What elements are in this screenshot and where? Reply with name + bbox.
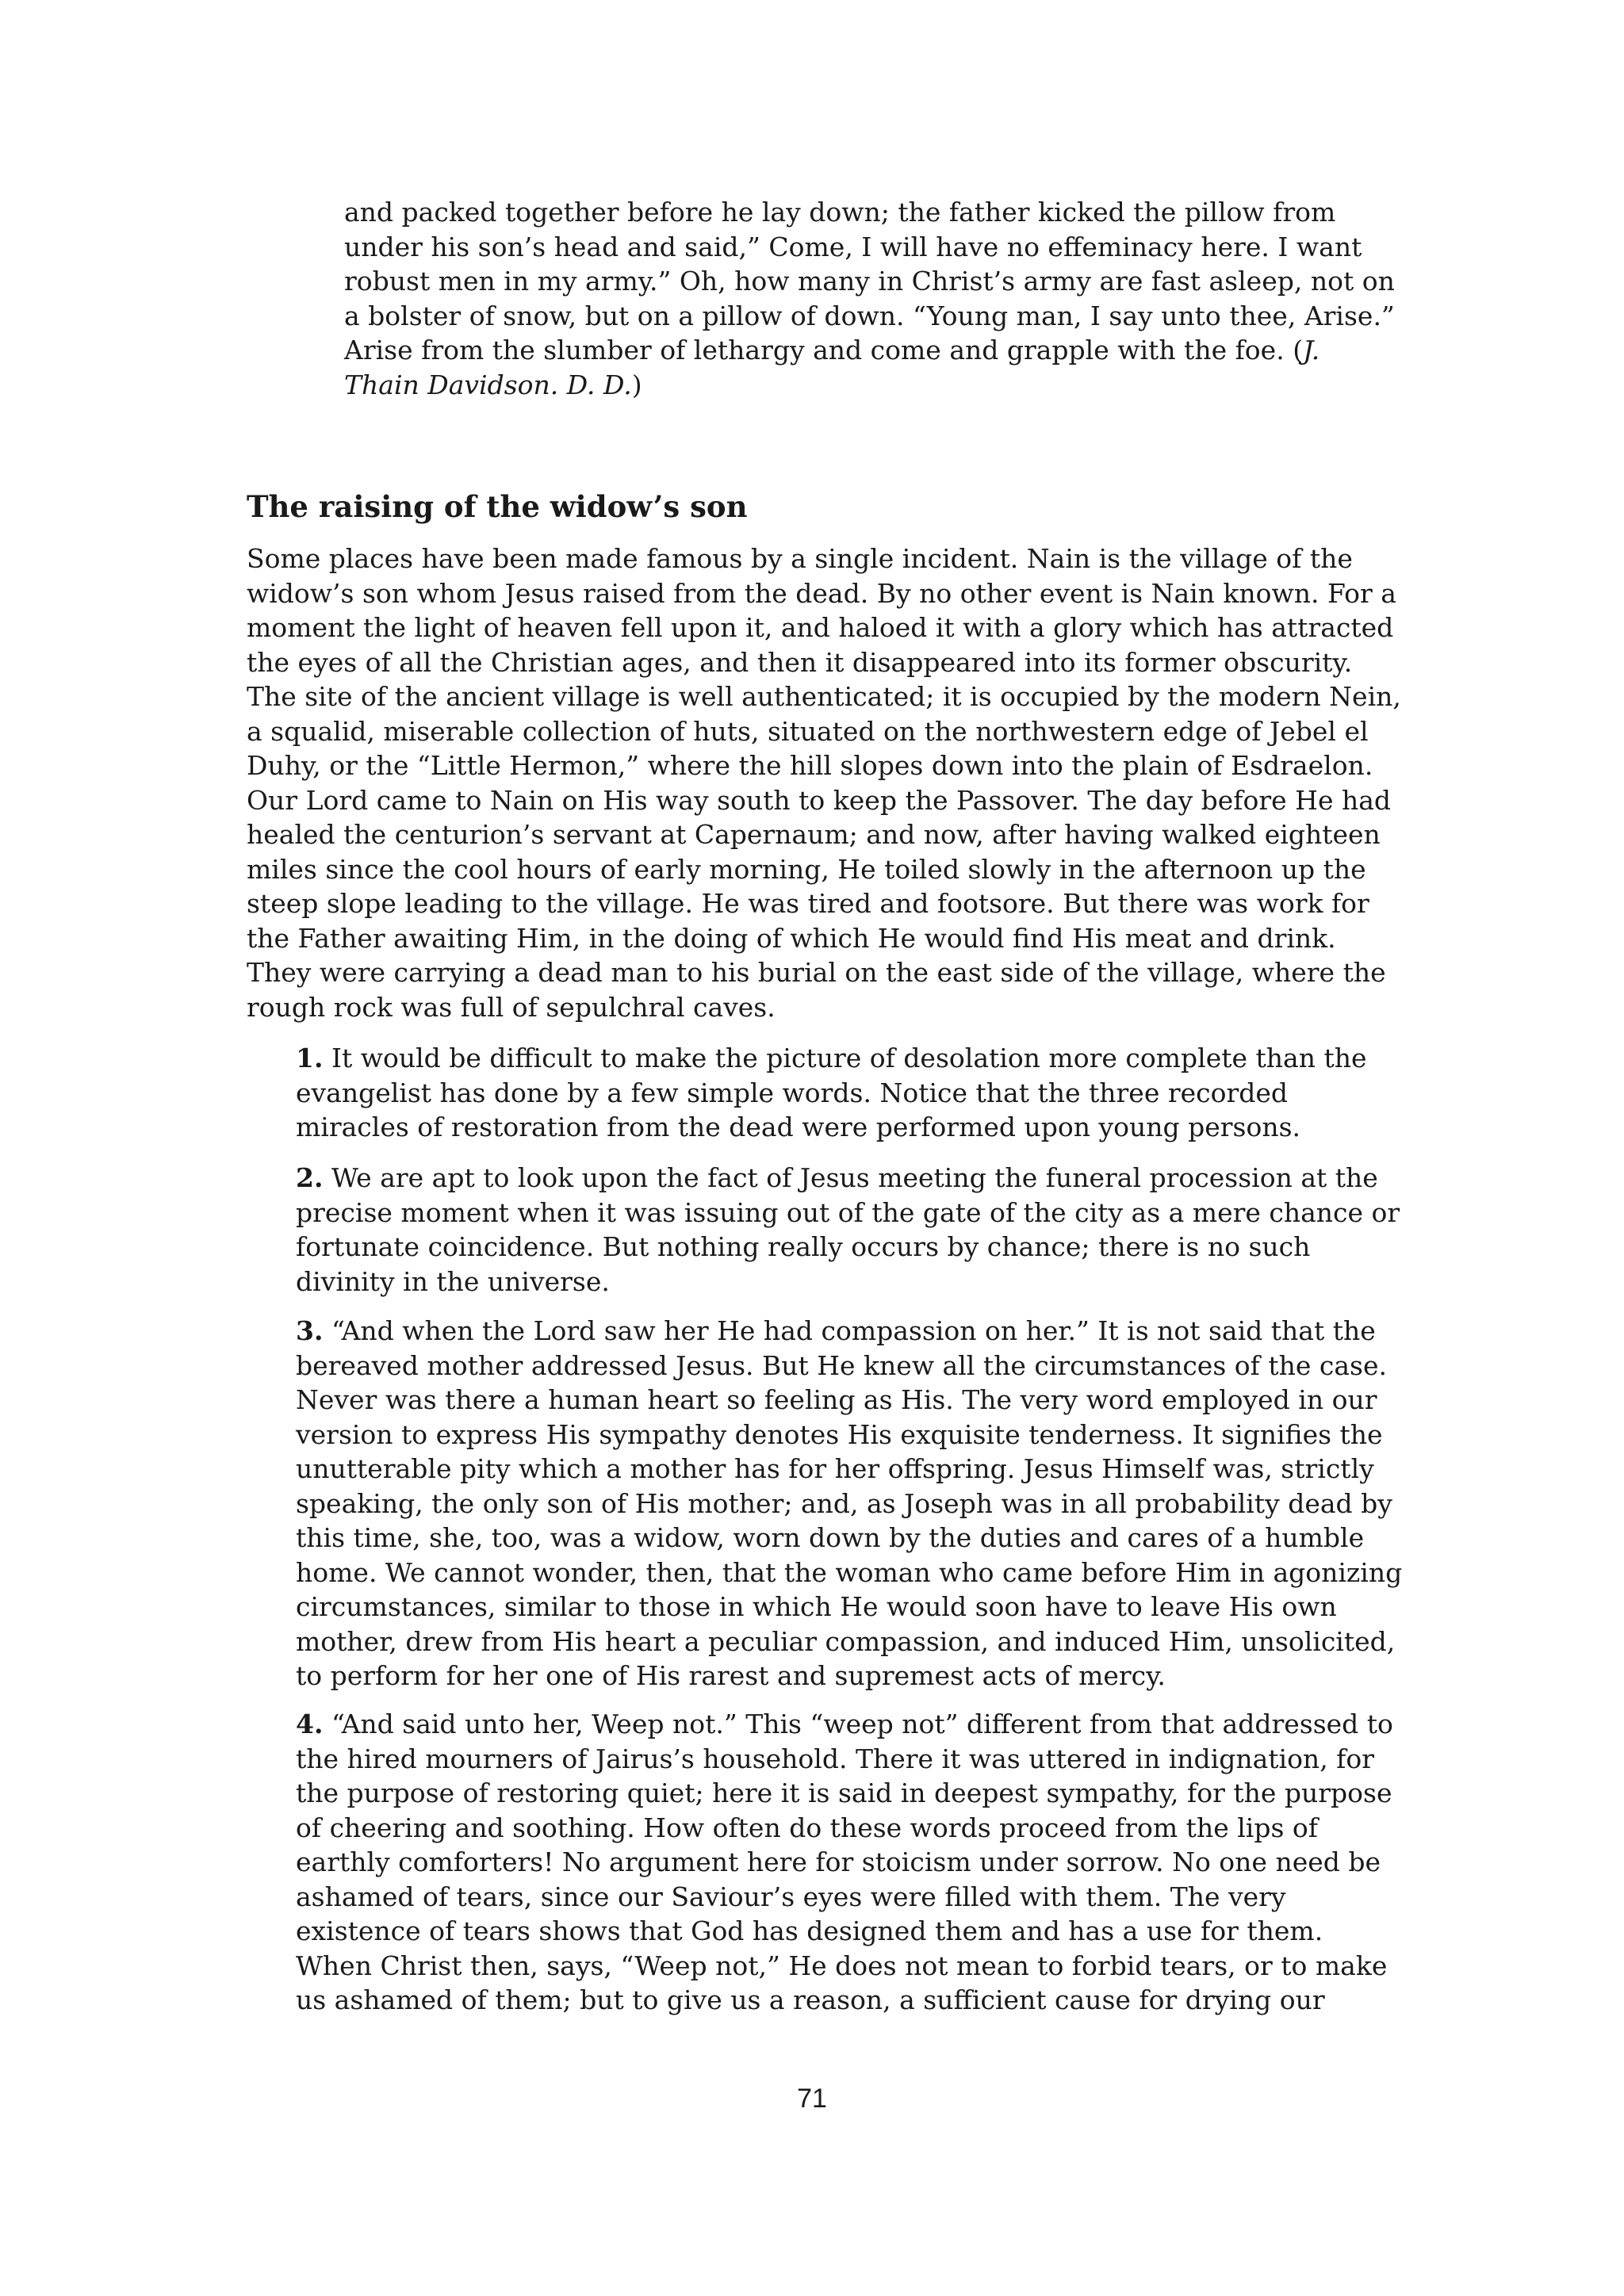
- point-text: “And when the Lord saw her He had compassion on her.” It is not said that the bereaved mother addressed Jesus. But He knew all the circumstances of the case. Never was there a human heart so feeling as His. The very word employed in our version to express His sympathy denotes His exquisite tenderness. It signifies the unutterable pity which a mother has for her offspring. Jesus Himself was, strictly speaking, the only son of His mother; and, as Joseph was in all probability dead by this time, she, too, was a widow, worn down by the duties and cares of a humble home. We cannot wonder, then, that the woman who came before Him in agonizing circumstances, similar to those in which He would soon have to leave His own mother, drew from His heart a peculiar compassion, and induced Him, unsolicited, to perform for her one of His rarest and supremest acts of mercy.: [296, 1315, 1403, 1691]
- numbered-point-1: [296, 1041, 1404, 1145]
- point-text: It would be difficult to make the picture of desolation more complete than the evangelist has done by a few simple words. Notice that the three recorded miracles of restoration from the dead were performed upon young persons.: [296, 1043, 1367, 1142]
- point-number: 1.: [296, 1043, 324, 1073]
- citation-author: J. Thain Davidson. D. D.: [344, 335, 1320, 400]
- numbered-point-3: [296, 1314, 1404, 1693]
- intro-paragraph: Some places have been made famous by a single incident. Nain is the village of the widow’s son whom Jesus raised from the dead. By no other event is Nain known. For a moment the light of heaven fell upon it, and haloed it with a glory which has attracted the eyes of all the Christian ages, and then it disappeared into its former obscurity. The site of the ancient village is well authenticated; it is occupied by the modern Nein, a squalid, miserable collection of huts, situated on the northwestern edge of Jebel el Duhy, or the “Little Hermon,” where the hill slopes down into the plain of Esdraelon. Our Lord came to Nain on His way south to keep the Passover. The day before He had healed the centurion’s servant at Capernaum; and now, after having walked eighteen miles since the cool hours of early morning, He toiled slowly in the afternoon up the steep slope leading to the village. He was tired and footsore. But there was work for the Father awaiting Him, in the doing of which He would find His meat and drink. They were carrying a dead man to his burial on the east side of the village, where the rough rock was full of sepulchral caves.: [247, 543, 1401, 1023]
- numbered-point-4: [296, 1707, 1404, 2018]
- point-text: We are apt to look upon the fact of Jesus meeting the funeral procession at the precise moment when it was issuing out of the gate of the city as a mere chance or fortunate coincidence. But nothing really occurs by chance; there is no such divinity in the universe.: [296, 1162, 1400, 1297]
- point-number: 4.: [296, 1709, 324, 1739]
- page-number: 71: [797, 2084, 827, 2114]
- continued-quote-paragraph: [344, 195, 1402, 402]
- point-text: “And said unto her, Weep not.” This “weep not” different from that addressed to the hired mourners of Jairus’s household. There it was uttered in indignation, for the purpose of restoring quiet; here it is said in deepest sympathy, for the purpose of cheering and soothing. How often do these words proceed from the lips of earthly comforters! No argument here for stoicism under sorrow. No one need be ashamed of tears, since our Saviour’s eyes were filled with them. The very existence of tears shows that God has designed them and has a use for them. When Christ then, says, “Weep not,” He does not mean to forbid tears, or to make us ashamed of them; but to give us a reason, a sufficient cause for drying our: [296, 1709, 1393, 2015]
- section-heading: The raising of the widow’s son: [247, 489, 748, 524]
- point-number: 2.: [296, 1162, 324, 1193]
- numbered-point-2: [296, 1161, 1404, 1299]
- citation: (J. Thain Davidson. D. D.): [344, 335, 1320, 400]
- quote-text: and packed together before he lay down; the father kicked the pillow from under his son’s head and said,” Come, I will have no effeminacy here. I want robust men in my army.” Oh, how many in Christ’s army are fast asleep, not on a bolster of snow, but on a pillow of down. “Young man, I say unto thee, Arise.” Arise from the slumber of lethargy and come and grapple with the foe.: [344, 197, 1395, 365]
- point-number: 3.: [296, 1315, 324, 1346]
